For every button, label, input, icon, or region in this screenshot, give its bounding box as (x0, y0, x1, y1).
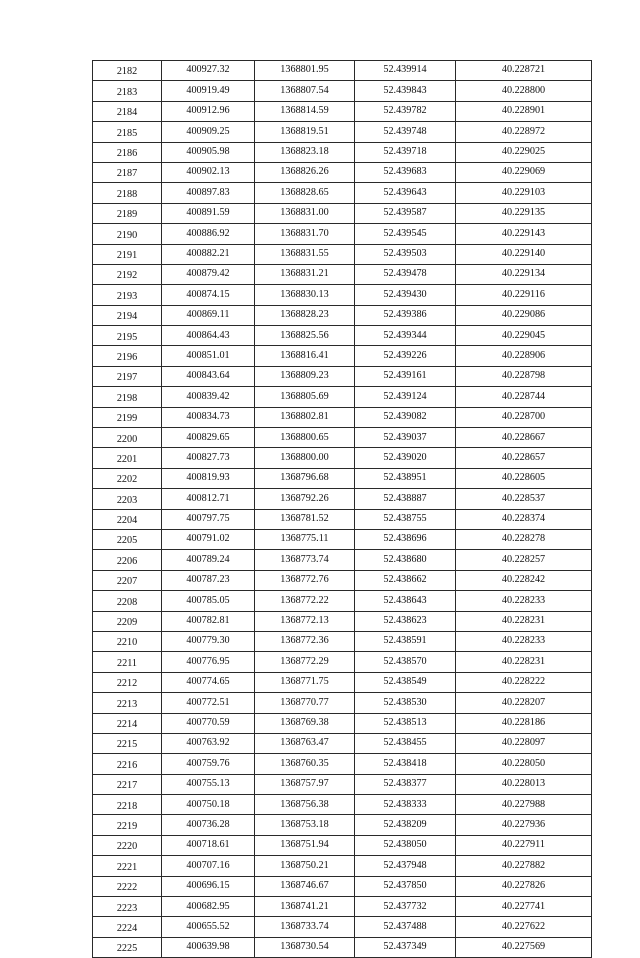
x-coordinate-cell: 400891.59 (162, 203, 255, 223)
latitude-cell: 52.437732 (355, 897, 456, 917)
x-coordinate-cell: 400812.71 (162, 489, 255, 509)
x-coordinate-cell: 400843.64 (162, 366, 255, 386)
latitude-cell: 52.438570 (355, 652, 456, 672)
table-row (93, 835, 592, 855)
point-number-cell: 2192 (93, 264, 162, 284)
table-row (93, 672, 592, 692)
point-number-cell: 2203 (93, 489, 162, 509)
latitude-cell: 52.439587 (355, 203, 456, 223)
point-number-cell: 2223 (93, 897, 162, 917)
latitude-cell: 52.438755 (355, 509, 456, 529)
point-number-cell: 2187 (93, 162, 162, 182)
longitude-cell: 40.227741 (456, 897, 592, 917)
longitude-cell: 40.229025 (456, 142, 592, 162)
longitude-cell: 40.228207 (456, 693, 592, 713)
y-coordinate-cell: 1368828.23 (255, 305, 355, 325)
y-coordinate-cell: 1368796.68 (255, 468, 355, 488)
point-number-cell: 2219 (93, 815, 162, 835)
latitude-cell: 52.438209 (355, 815, 456, 835)
longitude-cell: 40.228013 (456, 774, 592, 794)
longitude-cell: 40.228798 (456, 366, 592, 386)
y-coordinate-cell: 1368800.00 (255, 448, 355, 468)
table-row (93, 652, 592, 672)
longitude-cell: 40.228278 (456, 529, 592, 549)
latitude-cell: 52.439643 (355, 183, 456, 203)
table-row (93, 468, 592, 488)
table-row (93, 693, 592, 713)
y-coordinate-cell: 1368823.18 (255, 142, 355, 162)
y-coordinate-cell: 1368741.21 (255, 897, 355, 917)
y-coordinate-cell: 1368770.77 (255, 693, 355, 713)
point-number-cell: 2213 (93, 693, 162, 713)
latitude-cell: 52.437850 (355, 876, 456, 896)
longitude-cell: 40.228233 (456, 591, 592, 611)
coordinates-table-body (93, 61, 592, 958)
longitude-cell: 40.228667 (456, 428, 592, 448)
point-number-cell: 2183 (93, 81, 162, 101)
latitude-cell: 52.437349 (355, 937, 456, 957)
point-number-cell: 2201 (93, 448, 162, 468)
latitude-cell: 52.438591 (355, 631, 456, 651)
table-row (93, 203, 592, 223)
latitude-cell: 52.438623 (355, 611, 456, 631)
longitude-cell: 40.228231 (456, 611, 592, 631)
point-number-cell: 2196 (93, 346, 162, 366)
table-row (93, 305, 592, 325)
x-coordinate-cell: 400655.52 (162, 917, 255, 937)
x-coordinate-cell: 400827.73 (162, 448, 255, 468)
x-coordinate-cell: 400819.93 (162, 468, 255, 488)
table-row (93, 856, 592, 876)
table-row (93, 162, 592, 182)
point-number-cell: 2218 (93, 795, 162, 815)
longitude-cell: 40.228700 (456, 407, 592, 427)
point-number-cell: 2204 (93, 509, 162, 529)
point-number-cell: 2198 (93, 387, 162, 407)
table-row (93, 101, 592, 121)
table-row (93, 611, 592, 631)
longitude-cell: 40.228050 (456, 754, 592, 774)
table-row (93, 387, 592, 407)
longitude-cell: 40.228744 (456, 387, 592, 407)
y-coordinate-cell: 1368772.36 (255, 631, 355, 651)
y-coordinate-cell: 1368805.69 (255, 387, 355, 407)
x-coordinate-cell: 400639.98 (162, 937, 255, 957)
latitude-cell: 52.439478 (355, 264, 456, 284)
table-row (93, 142, 592, 162)
longitude-cell: 40.228186 (456, 713, 592, 733)
table-row (93, 917, 592, 937)
latitude-cell: 52.438643 (355, 591, 456, 611)
y-coordinate-cell: 1368760.35 (255, 754, 355, 774)
longitude-cell: 40.229045 (456, 326, 592, 346)
table-row (93, 407, 592, 427)
y-coordinate-cell: 1368819.51 (255, 122, 355, 142)
point-number-cell: 2212 (93, 672, 162, 692)
latitude-cell: 52.439161 (355, 366, 456, 386)
x-coordinate-cell: 400829.65 (162, 428, 255, 448)
x-coordinate-cell: 400864.43 (162, 326, 255, 346)
y-coordinate-cell: 1368763.47 (255, 733, 355, 753)
longitude-cell: 40.229135 (456, 203, 592, 223)
table-row (93, 876, 592, 896)
point-number-cell: 2194 (93, 305, 162, 325)
y-coordinate-cell: 1368772.29 (255, 652, 355, 672)
table-row (93, 733, 592, 753)
y-coordinate-cell: 1368792.26 (255, 489, 355, 509)
longitude-cell: 40.228537 (456, 489, 592, 509)
y-coordinate-cell: 1368781.52 (255, 509, 355, 529)
point-number-cell: 2191 (93, 244, 162, 264)
latitude-cell: 52.439503 (355, 244, 456, 264)
longitude-cell: 40.227911 (456, 835, 592, 855)
x-coordinate-cell: 400696.15 (162, 876, 255, 896)
point-number-cell: 2221 (93, 856, 162, 876)
x-coordinate-cell: 400927.32 (162, 61, 255, 81)
x-coordinate-cell: 400869.11 (162, 305, 255, 325)
longitude-cell: 40.227569 (456, 937, 592, 957)
table-row (93, 122, 592, 142)
longitude-cell: 40.229086 (456, 305, 592, 325)
table-row (93, 81, 592, 101)
latitude-cell: 52.438530 (355, 693, 456, 713)
point-number-cell: 2211 (93, 652, 162, 672)
y-coordinate-cell: 1368828.65 (255, 183, 355, 203)
longitude-cell: 40.228906 (456, 346, 592, 366)
latitude-cell: 52.439748 (355, 122, 456, 142)
x-coordinate-cell: 400718.61 (162, 835, 255, 855)
longitude-cell: 40.228222 (456, 672, 592, 692)
point-number-cell: 2186 (93, 142, 162, 162)
longitude-cell: 40.228657 (456, 448, 592, 468)
longitude-cell: 40.229143 (456, 224, 592, 244)
latitude-cell: 52.439020 (355, 448, 456, 468)
y-coordinate-cell: 1368775.11 (255, 529, 355, 549)
latitude-cell: 52.438887 (355, 489, 456, 509)
latitude-cell: 52.438050 (355, 835, 456, 855)
latitude-cell: 52.438680 (355, 550, 456, 570)
table-row (93, 591, 592, 611)
y-coordinate-cell: 1368801.95 (255, 61, 355, 81)
point-number-cell: 2222 (93, 876, 162, 896)
y-coordinate-cell: 1368772.76 (255, 570, 355, 590)
table-row (93, 509, 592, 529)
table-row (93, 713, 592, 733)
coordinates-table (92, 60, 592, 958)
y-coordinate-cell: 1368831.21 (255, 264, 355, 284)
x-coordinate-cell: 400750.18 (162, 795, 255, 815)
longitude-cell: 40.228231 (456, 652, 592, 672)
point-number-cell: 2193 (93, 285, 162, 305)
longitude-cell: 40.229116 (456, 285, 592, 305)
longitude-cell: 40.228242 (456, 570, 592, 590)
longitude-cell: 40.229069 (456, 162, 592, 182)
y-coordinate-cell: 1368814.59 (255, 101, 355, 121)
longitude-cell: 40.228972 (456, 122, 592, 142)
longitude-cell: 40.227988 (456, 795, 592, 815)
point-number-cell: 2199 (93, 407, 162, 427)
longitude-cell: 40.227622 (456, 917, 592, 937)
table-row (93, 183, 592, 203)
point-number-cell: 2206 (93, 550, 162, 570)
table-row (93, 428, 592, 448)
y-coordinate-cell: 1368771.75 (255, 672, 355, 692)
point-number-cell: 2182 (93, 61, 162, 81)
point-number-cell: 2195 (93, 326, 162, 346)
point-number-cell: 2197 (93, 366, 162, 386)
x-coordinate-cell: 400736.28 (162, 815, 255, 835)
point-number-cell: 2209 (93, 611, 162, 631)
point-number-cell: 2188 (93, 183, 162, 203)
y-coordinate-cell: 1368831.55 (255, 244, 355, 264)
y-coordinate-cell: 1368802.81 (255, 407, 355, 427)
latitude-cell: 52.439545 (355, 224, 456, 244)
x-coordinate-cell: 400772.51 (162, 693, 255, 713)
x-coordinate-cell: 400787.23 (162, 570, 255, 590)
table-row (93, 61, 592, 81)
table-row (93, 448, 592, 468)
longitude-cell: 40.228901 (456, 101, 592, 121)
x-coordinate-cell: 400782.81 (162, 611, 255, 631)
table-row (93, 815, 592, 835)
latitude-cell: 52.438662 (355, 570, 456, 590)
longitude-cell: 40.229134 (456, 264, 592, 284)
longitude-cell: 40.227882 (456, 856, 592, 876)
point-number-cell: 2202 (93, 468, 162, 488)
point-number-cell: 2220 (93, 835, 162, 855)
y-coordinate-cell: 1368769.38 (255, 713, 355, 733)
latitude-cell: 52.438333 (355, 795, 456, 815)
x-coordinate-cell: 400779.30 (162, 631, 255, 651)
y-coordinate-cell: 1368825.56 (255, 326, 355, 346)
latitude-cell: 52.439226 (355, 346, 456, 366)
point-number-cell: 2200 (93, 428, 162, 448)
x-coordinate-cell: 400763.92 (162, 733, 255, 753)
y-coordinate-cell: 1368746.67 (255, 876, 355, 896)
latitude-cell: 52.438951 (355, 468, 456, 488)
y-coordinate-cell: 1368831.00 (255, 203, 355, 223)
y-coordinate-cell: 1368751.94 (255, 835, 355, 855)
latitude-cell: 52.439430 (355, 285, 456, 305)
longitude-cell: 40.228605 (456, 468, 592, 488)
x-coordinate-cell: 400919.49 (162, 81, 255, 101)
y-coordinate-cell: 1368733.74 (255, 917, 355, 937)
x-coordinate-cell: 400905.98 (162, 142, 255, 162)
x-coordinate-cell: 400774.65 (162, 672, 255, 692)
x-coordinate-cell: 400759.76 (162, 754, 255, 774)
y-coordinate-cell: 1368831.70 (255, 224, 355, 244)
point-number-cell: 2225 (93, 937, 162, 957)
latitude-cell: 52.438418 (355, 754, 456, 774)
y-coordinate-cell: 1368753.18 (255, 815, 355, 835)
table-row (93, 529, 592, 549)
y-coordinate-cell: 1368816.41 (255, 346, 355, 366)
x-coordinate-cell: 400770.59 (162, 713, 255, 733)
y-coordinate-cell: 1368809.23 (255, 366, 355, 386)
x-coordinate-cell: 400897.83 (162, 183, 255, 203)
table-row (93, 631, 592, 651)
latitude-cell: 52.439082 (355, 407, 456, 427)
point-number-cell: 2210 (93, 631, 162, 651)
latitude-cell: 52.439344 (355, 326, 456, 346)
latitude-cell: 52.439843 (355, 81, 456, 101)
x-coordinate-cell: 400707.16 (162, 856, 255, 876)
table-row (93, 244, 592, 264)
y-coordinate-cell: 1368772.22 (255, 591, 355, 611)
y-coordinate-cell: 1368773.74 (255, 550, 355, 570)
table-row (93, 897, 592, 917)
point-number-cell: 2190 (93, 224, 162, 244)
table-row (93, 366, 592, 386)
y-coordinate-cell: 1368757.97 (255, 774, 355, 794)
latitude-cell: 52.439124 (355, 387, 456, 407)
latitude-cell: 52.439782 (355, 101, 456, 121)
x-coordinate-cell: 400789.24 (162, 550, 255, 570)
latitude-cell: 52.438549 (355, 672, 456, 692)
x-coordinate-cell: 400755.13 (162, 774, 255, 794)
point-number-cell: 2185 (93, 122, 162, 142)
table-row (93, 795, 592, 815)
y-coordinate-cell: 1368826.26 (255, 162, 355, 182)
point-number-cell: 2216 (93, 754, 162, 774)
point-number-cell: 2205 (93, 529, 162, 549)
x-coordinate-cell: 400874.15 (162, 285, 255, 305)
table-row (93, 264, 592, 284)
table-row (93, 754, 592, 774)
y-coordinate-cell: 1368772.13 (255, 611, 355, 631)
longitude-cell: 40.229103 (456, 183, 592, 203)
longitude-cell: 40.228374 (456, 509, 592, 529)
table-row (93, 346, 592, 366)
x-coordinate-cell: 400902.13 (162, 162, 255, 182)
x-coordinate-cell: 400839.42 (162, 387, 255, 407)
x-coordinate-cell: 400797.75 (162, 509, 255, 529)
table-row (93, 285, 592, 305)
table-row (93, 326, 592, 346)
latitude-cell: 52.438455 (355, 733, 456, 753)
longitude-cell: 40.227826 (456, 876, 592, 896)
longitude-cell: 40.229140 (456, 244, 592, 264)
x-coordinate-cell: 400909.25 (162, 122, 255, 142)
latitude-cell: 52.439037 (355, 428, 456, 448)
latitude-cell: 52.439718 (355, 142, 456, 162)
y-coordinate-cell: 1368756.38 (255, 795, 355, 815)
longitude-cell: 40.228800 (456, 81, 592, 101)
y-coordinate-cell: 1368807.54 (255, 81, 355, 101)
latitude-cell: 52.438377 (355, 774, 456, 794)
y-coordinate-cell: 1368750.21 (255, 856, 355, 876)
point-number-cell: 2224 (93, 917, 162, 937)
table-row (93, 570, 592, 590)
table-row (93, 489, 592, 509)
x-coordinate-cell: 400791.02 (162, 529, 255, 549)
x-coordinate-cell: 400851.01 (162, 346, 255, 366)
x-coordinate-cell: 400912.96 (162, 101, 255, 121)
point-number-cell: 2207 (93, 570, 162, 590)
latitude-cell: 52.439914 (355, 61, 456, 81)
point-number-cell: 2208 (93, 591, 162, 611)
table-row (93, 550, 592, 570)
table-row (93, 937, 592, 957)
x-coordinate-cell: 400879.42 (162, 264, 255, 284)
longitude-cell: 40.228257 (456, 550, 592, 570)
x-coordinate-cell: 400785.05 (162, 591, 255, 611)
x-coordinate-cell: 400776.95 (162, 652, 255, 672)
x-coordinate-cell: 400682.95 (162, 897, 255, 917)
point-number-cell: 2217 (93, 774, 162, 794)
latitude-cell: 52.439683 (355, 162, 456, 182)
y-coordinate-cell: 1368830.13 (255, 285, 355, 305)
latitude-cell: 52.438513 (355, 713, 456, 733)
longitude-cell: 40.228721 (456, 61, 592, 81)
point-number-cell: 2189 (93, 203, 162, 223)
latitude-cell: 52.439386 (355, 305, 456, 325)
x-coordinate-cell: 400834.73 (162, 407, 255, 427)
x-coordinate-cell: 400886.92 (162, 224, 255, 244)
longitude-cell: 40.228233 (456, 631, 592, 651)
latitude-cell: 52.438696 (355, 529, 456, 549)
point-number-cell: 2215 (93, 733, 162, 753)
point-number-cell: 2184 (93, 101, 162, 121)
y-coordinate-cell: 1368730.54 (255, 937, 355, 957)
latitude-cell: 52.437488 (355, 917, 456, 937)
table-row (93, 774, 592, 794)
latitude-cell: 52.437948 (355, 856, 456, 876)
table-row (93, 224, 592, 244)
x-coordinate-cell: 400882.21 (162, 244, 255, 264)
longitude-cell: 40.228097 (456, 733, 592, 753)
longitude-cell: 40.227936 (456, 815, 592, 835)
point-number-cell: 2214 (93, 713, 162, 733)
y-coordinate-cell: 1368800.65 (255, 428, 355, 448)
